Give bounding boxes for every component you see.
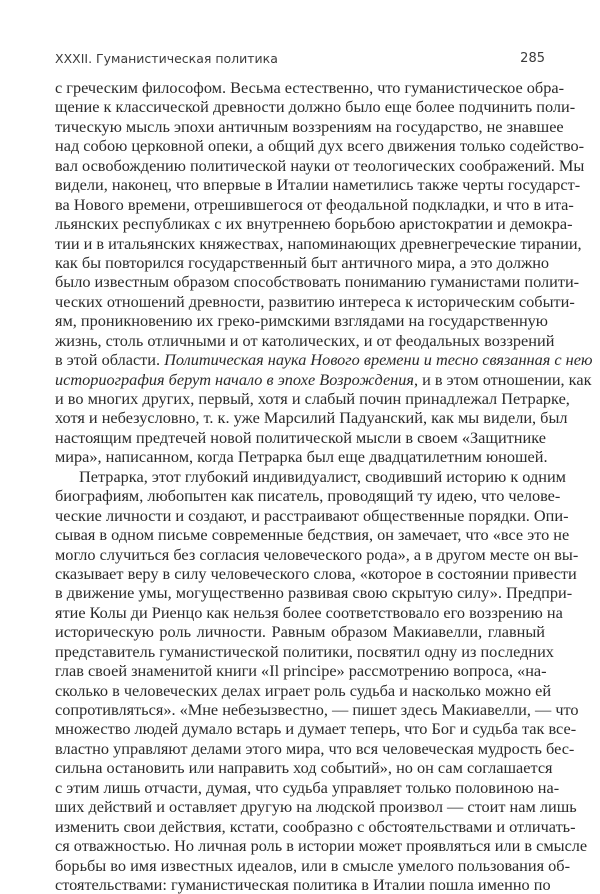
text-line — [55, 758, 553, 778]
text-segment: , и в этом отношении, как — [413, 369, 592, 389]
text-segment: изменить свои действия, кстати, сообразно с обстоятельствами и отличать- — [55, 816, 576, 836]
page-number: 285 — [520, 51, 545, 66]
text-line — [55, 544, 579, 564]
text-line — [55, 330, 555, 350]
text-segment: множество людей думало встарь и думает теперь, что Бог и судьба так все- — [55, 719, 577, 739]
text-line — [55, 252, 550, 272]
text-line — [55, 214, 573, 234]
text-segment: Петрарка, этот глубокий индивидуалист, сводивший историю к одним — [79, 466, 566, 486]
text-line — [55, 78, 564, 97]
text-line — [55, 661, 545, 680]
text-segment: ва Нового времени, отрешившегося от феодальной подкладки, и что в ита- — [55, 194, 574, 214]
text-segment: в этой области. — [55, 350, 165, 370]
text-line — [55, 855, 570, 875]
text-segment: хотя и небезусловно, т. к. уже Марсилий Падуанский, как мы видели, был — [55, 408, 568, 428]
text-line — [55, 389, 570, 408]
text-segment: ятие Колы ди Риенцо как нельзя более соответствовало его воззрению на — [55, 602, 563, 622]
text-segment: вал освобождению политической науки от теологических соображений. Мы — [55, 155, 585, 175]
text-line — [55, 136, 585, 156]
text-line — [55, 738, 575, 758]
text-segment: сколько в человеческих делах играет роль судьба и насколько можно ей — [55, 680, 552, 700]
text-segment: настоящим предтечей новой политической мысли в своем «Защитнике — [55, 427, 546, 447]
text-segment: представитель гуманистической политики, посвятил одну из последних — [55, 641, 554, 661]
text-segment: в движение умы, могущественно развивая свою скрытую силу». Предпри- — [55, 583, 573, 603]
text-segment: сывая в одном письме современные бедствия, он замечает, что «все это не — [55, 525, 570, 545]
text-line — [55, 836, 588, 856]
text-segment: историческую роль личности. Равным образом Макиавелли, главный — [55, 622, 545, 642]
text-segment: ся отважностью. Но личная роль в истории может проявляться или в смысле — [55, 836, 588, 856]
text-line — [55, 447, 548, 467]
text-line — [55, 505, 569, 525]
text-segment: ших действий и оставляет другую на людской произвол — стоит нам лишь — [55, 797, 577, 817]
text-line — [55, 525, 570, 545]
text-line — [55, 350, 593, 370]
text-line — [55, 641, 554, 661]
running-header — [55, 51, 545, 71]
text-segment: сильна остановить или направить ход событий», но он сам соглашается — [55, 758, 553, 778]
text-segment: ческие личности и создают, и расстраивают общественные порядки. Опи- — [55, 505, 569, 525]
text-line — [55, 874, 551, 894]
text-line — [55, 369, 592, 389]
text-line — [55, 175, 581, 195]
text-line — [55, 797, 577, 817]
text-segment: щение к классической древности должно было еще более подчинить поли- — [55, 97, 576, 117]
text-segment: и во многих других, первый, хотя и слабый почин принадлежал Петрарке, — [55, 389, 570, 408]
text-line — [55, 583, 573, 603]
text-line — [55, 272, 580, 292]
text-segment: стоятельствами: гуманистическая политика в Италии пошла именно по — [55, 874, 551, 894]
text-line — [55, 466, 566, 486]
text-line — [55, 291, 575, 311]
italic-text: историография берут начало в эпохе Возрождения — [55, 369, 414, 389]
text-line — [55, 622, 545, 641]
text-line — [55, 97, 576, 117]
italic-text: Политическая наука Нового времени и тесно связанная с нею — [164, 350, 593, 370]
text-segment: было известным образом способствовать пониманию гуманистами полити- — [55, 272, 580, 292]
text-segment: с греческим философом. Весьма естественно, что гуманистическое обра- — [55, 78, 564, 97]
text-segment: биографиям, любопытен как писатель, проводящий ту идею, что челове- — [55, 486, 561, 506]
text-segment: льянских республиках с их внутреннею борьбою аристократии и демокра- — [55, 214, 573, 234]
text-line — [55, 233, 582, 253]
text-segment: сказывает веру в силу человеческого слова, «которое в состоянии привести — [55, 563, 577, 583]
text-segment: ям, проникновению их греко-римскими взглядами на государственную — [55, 311, 548, 331]
text-line — [55, 700, 579, 719]
text-line — [55, 311, 548, 331]
text-line — [55, 408, 568, 428]
text-line — [55, 777, 560, 797]
paragraph — [55, 78, 593, 467]
text-line — [55, 486, 561, 506]
text-segment: тическую мысль эпохи античным воззрениям на государство, не знавшее — [55, 116, 564, 136]
text-segment: мира», написанном, когда Петрарка был еще двадцатилетним юношей. — [55, 447, 548, 467]
text-line — [55, 194, 574, 214]
text-line — [55, 116, 564, 136]
text-segment: могло случиться без согласия человеческого рода», а в другом месте он вы- — [55, 544, 579, 564]
text-segment: властно управляют делами этого мира, что вся человеческая мудрость бес- — [55, 738, 575, 758]
text-segment: видели, наконец, что впервые в Италии наметились также черты государст- — [55, 175, 581, 195]
paragraph — [55, 466, 588, 894]
text-line — [55, 680, 552, 700]
text-segment: борьбы во имя известных идеалов, или в смысле умелого пользования об- — [55, 855, 570, 875]
text-segment: глав своей знаменитой книги «Il principe» рассмотрению вопроса, «на- — [55, 661, 547, 681]
text-line — [55, 563, 577, 583]
text-segment: над собою церковной опеки, а общий дух всего движения только содейство- — [55, 136, 585, 156]
body-text — [55, 78, 593, 894]
text-line — [55, 155, 585, 175]
text-segment: тии и в итальянских княжествах, напоминающих древнегреческие тирании, — [55, 233, 582, 253]
text-segment: ческих отношений древности, развитию интереса к историческим событи- — [55, 291, 575, 311]
chapter-title: XXXII. Гуманистическая политика — [55, 51, 278, 66]
text-line — [55, 428, 545, 447]
text-line — [55, 719, 577, 739]
text-line — [55, 602, 563, 622]
text-segment: с этим лишь отчасти, думая, что судьба управляет только половиною на- — [55, 777, 560, 797]
text-segment: жизнь, столь отличными и от католических, и от феодальных воззрений — [55, 330, 555, 350]
text-line — [55, 816, 576, 836]
text-segment: сопротивляться». «Мне небезызвестно, — пишет здесь Макиавелли, — что — [55, 700, 579, 719]
text-segment: как бы повторился государственный быт античного мира, а это должно — [55, 252, 550, 272]
